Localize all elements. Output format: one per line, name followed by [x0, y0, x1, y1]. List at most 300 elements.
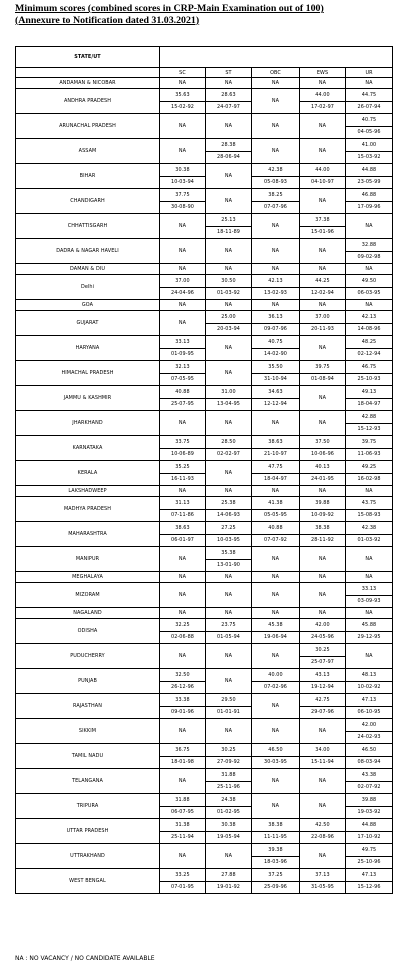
score-cell-ews: [300, 311, 346, 336]
score-cell-obc: NA: [252, 411, 300, 436]
score-cell-st: [206, 275, 252, 300]
score-cell-sc: NA: [160, 411, 206, 436]
score-cell-sc: [160, 275, 206, 300]
birth-date-value: 18-01-98: [160, 756, 205, 769]
table-row: [16, 214, 393, 239]
birth-date-value: 10-03-94: [160, 176, 205, 189]
table-row: [16, 819, 393, 844]
score-cell-sc: [160, 461, 206, 486]
state-name-cell: MADHYA PRADESH: [16, 497, 160, 522]
score-cell-obc: NA: [252, 694, 300, 719]
score-cell-ur: [346, 239, 393, 264]
state-name-cell: ANDHRA PRADESH: [16, 89, 160, 114]
table-row: [16, 522, 393, 547]
table-row: [16, 547, 393, 572]
score-cell-st: NA: [206, 486, 252, 497]
score-cell-st: NA: [206, 264, 252, 275]
birth-date-value: 18-04-97: [346, 398, 392, 411]
birth-date-value: 24-02-93: [346, 731, 392, 744]
birth-date-value: 19-03-92: [346, 806, 392, 819]
score-value: 30.25: [315, 646, 330, 653]
state-name-cell: HIMACHAL PRADESH: [16, 361, 160, 386]
score-value: 40.75: [268, 338, 283, 345]
table-row: [16, 572, 393, 583]
score-cell-st: NA: [206, 572, 252, 583]
table-row: [16, 336, 393, 361]
score-cell-st: NA: [206, 608, 252, 619]
birth-date-value: 16-02-98: [346, 473, 392, 486]
score-value: 40.88: [175, 388, 190, 395]
state-name-cell: MAHARASHTRA: [16, 522, 160, 547]
score-cell-st: [206, 139, 252, 164]
score-cell-ews: [300, 361, 346, 386]
score-cell-st: [206, 869, 252, 894]
score-cell-ews: [300, 436, 346, 461]
score-cell-obc: NA: [252, 794, 300, 819]
column-header-obc: OBC: [252, 68, 300, 78]
score-cell-sc: NA: [160, 114, 206, 139]
score-cell-sc: [160, 436, 206, 461]
score-cell-ur: [346, 769, 393, 794]
birth-date-value: 05-08-93: [252, 176, 299, 189]
birth-date-value: 13-01-90: [206, 559, 251, 572]
birth-date-value: 30-03-95: [252, 756, 299, 769]
score-cell-obc: NA: [252, 572, 300, 583]
birth-date-value: 24-01-95: [300, 473, 345, 486]
score-value: 31.88: [221, 771, 236, 778]
birth-date-value: 15-08-93: [346, 509, 392, 522]
score-value: 42.88: [361, 413, 377, 420]
score-value: 43.38: [361, 771, 377, 778]
score-cell-sc: [160, 619, 206, 644]
score-cell-ur: [346, 411, 393, 436]
score-value: 37.25: [268, 871, 283, 878]
score-cell-obc: NA: [252, 78, 300, 89]
score-value: 38.38: [315, 524, 330, 531]
state-subheader: [16, 68, 160, 78]
score-value: 39.75: [315, 363, 330, 370]
score-value: 42.50: [315, 821, 330, 828]
table-row: [16, 669, 393, 694]
score-cell-ews: NA: [300, 486, 346, 497]
score-value: 32.50: [175, 671, 190, 678]
score-cell-st: NA: [206, 461, 252, 486]
score-cell-sc: NA: [160, 300, 206, 311]
score-value: 30.38: [175, 166, 190, 173]
score-cell-obc: [252, 619, 300, 644]
score-cell-obc: [252, 164, 300, 189]
score-cell-ur: [346, 819, 393, 844]
score-cell-sc: NA: [160, 78, 206, 89]
table-row: [16, 719, 393, 744]
score-cell-sc: [160, 522, 206, 547]
score-value: 33.13: [361, 585, 377, 592]
score-value: 24.38: [221, 796, 236, 803]
score-value: 48.13: [361, 671, 377, 678]
score-cell-obc: [252, 744, 300, 769]
score-value: 45.38: [268, 621, 283, 628]
score-cell-st: NA: [206, 411, 252, 436]
score-cell-sc: NA: [160, 844, 206, 869]
score-cell-ur: NA: [346, 300, 393, 311]
score-value: 37.00: [315, 313, 330, 320]
state-name-cell: JAMMU & KASHMIR: [16, 386, 160, 411]
table-row: [16, 461, 393, 486]
table-row: [16, 744, 393, 769]
birth-date-value: 29-07-96: [300, 706, 345, 719]
score-cell-sc: [160, 869, 206, 894]
score-cell-sc: NA: [160, 608, 206, 619]
birth-date-value: 02-12-94: [346, 348, 392, 361]
score-value: 25.00: [221, 313, 236, 320]
birth-date-value: 18-04-97: [252, 473, 299, 486]
score-cell-ews: NA: [300, 608, 346, 619]
score-value: 34.00: [315, 746, 330, 753]
score-cell-obc: [252, 869, 300, 894]
score-cell-sc: [160, 386, 206, 411]
table-row: [16, 486, 393, 497]
score-cell-obc: [252, 436, 300, 461]
birth-date-value: 17-10-92: [346, 831, 392, 844]
score-value: 31.00: [221, 388, 236, 395]
score-cell-obc: NA: [252, 486, 300, 497]
score-value: 33.38: [175, 696, 190, 703]
birth-date-value: 11-06-93: [346, 448, 392, 461]
birth-date-value: 25-11-94: [160, 831, 205, 844]
score-value: 35.63: [175, 91, 190, 98]
score-cell-obc: [252, 275, 300, 300]
table-row: [16, 361, 393, 386]
score-value: 28.38: [221, 141, 236, 148]
score-cell-st: [206, 311, 252, 336]
score-cell-sc: NA: [160, 547, 206, 572]
score-value: 42.13: [361, 313, 377, 320]
state-name-cell: TELANGANA: [16, 769, 160, 794]
score-value: 46.50: [268, 746, 283, 753]
state-name-cell: UTTAR PRADESH: [16, 819, 160, 844]
birth-date-value: 08-03-94: [346, 756, 392, 769]
score-value: 38.25: [268, 191, 283, 198]
score-cell-ur: [346, 461, 393, 486]
birth-date-value: 29-12-95: [346, 631, 392, 644]
state-name-cell: UTTRAKHAND: [16, 844, 160, 869]
birth-date-value: 04-10-97: [300, 176, 345, 189]
score-value: 42.00: [315, 621, 330, 628]
table-row: [16, 239, 393, 264]
birth-date-value: 25-07-95: [160, 398, 205, 411]
score-cell-obc: NA: [252, 239, 300, 264]
score-value: 27.25: [221, 524, 236, 531]
score-cell-sc: [160, 669, 206, 694]
score-cell-sc: [160, 497, 206, 522]
score-value: 35.25: [175, 463, 190, 470]
table-row: [16, 436, 393, 461]
table-row: [16, 164, 393, 189]
score-value: 36.75: [175, 746, 190, 753]
header-spacer: [160, 47, 393, 68]
score-cell-ur: NA: [346, 214, 393, 239]
score-value: 40.88: [268, 524, 283, 531]
score-value: 38.38: [268, 821, 283, 828]
score-cell-obc: NA: [252, 644, 300, 669]
score-cell-ews: [300, 619, 346, 644]
score-value: 45.88: [361, 621, 377, 628]
score-value: 42.38: [268, 166, 283, 173]
score-cell-sc: NA: [160, 214, 206, 239]
state-name-cell: PUDUCHERRY: [16, 644, 160, 669]
birth-date-value: 19-06-94: [252, 631, 299, 644]
table-row: [16, 619, 393, 644]
score-cell-ews: NA: [300, 300, 346, 311]
score-cell-ews: [300, 89, 346, 114]
score-cell-obc: NA: [252, 264, 300, 275]
birth-date-value: 06-01-97: [160, 534, 205, 547]
score-value: 37.38: [315, 216, 330, 223]
birth-date-value: 20-03-94: [206, 323, 251, 336]
birth-date-value: 09-01-96: [160, 706, 205, 719]
table-row: [16, 869, 393, 894]
birth-date-value: 14-02-90: [252, 348, 299, 361]
state-name-cell: KERALA: [16, 461, 160, 486]
score-cell-st: [206, 819, 252, 844]
score-cell-st: [206, 744, 252, 769]
score-value: 40.13: [315, 463, 330, 470]
score-value: 44.00: [315, 91, 330, 98]
score-value: 40.75: [361, 116, 377, 123]
score-cell-st: NA: [206, 164, 252, 189]
score-cell-obc: [252, 844, 300, 869]
score-value: 40.00: [268, 671, 283, 678]
score-value: 44.75: [361, 91, 377, 98]
state-name-cell: CHHATTISGARH: [16, 214, 160, 239]
score-cell-obc: NA: [252, 300, 300, 311]
table-row: [16, 275, 393, 300]
score-value: 49.13: [361, 388, 377, 395]
score-cell-st: [206, 694, 252, 719]
score-cell-obc: NA: [252, 139, 300, 164]
score-cell-sc: NA: [160, 486, 206, 497]
score-cell-ews: [300, 644, 346, 669]
score-cell-ur: [346, 436, 393, 461]
score-cell-sc: NA: [160, 719, 206, 744]
score-cell-st: [206, 547, 252, 572]
state-name-cell: Delhi: [16, 275, 160, 300]
score-value: 35.38: [221, 549, 236, 556]
score-cell-st: [206, 436, 252, 461]
birth-date-value: 02-07-92: [346, 781, 392, 794]
score-cell-sc: NA: [160, 264, 206, 275]
score-cell-ews: [300, 522, 346, 547]
birth-date-value: 11-11-95: [252, 831, 299, 844]
score-cell-ur: NA: [346, 78, 393, 89]
score-cell-st: NA: [206, 669, 252, 694]
score-value: 49.50: [361, 277, 377, 284]
score-cell-sc: [160, 89, 206, 114]
birth-date-value: 23-05-99: [346, 176, 392, 189]
score-cell-ur: [346, 744, 393, 769]
birth-date-value: 26-07-94: [346, 101, 392, 114]
score-value: 25.38: [221, 499, 236, 506]
birth-date-value: 09-02-98: [346, 251, 392, 264]
score-cell-ur: [346, 139, 393, 164]
birth-date-value: 15-02-92: [160, 101, 205, 114]
score-cell-sc: NA: [160, 239, 206, 264]
score-value: 43.75: [361, 499, 377, 506]
birth-date-value: 07-02-96: [252, 681, 299, 694]
score-value: 31.38: [175, 821, 190, 828]
table-body: [16, 78, 393, 894]
score-cell-ur: NA: [346, 644, 393, 669]
birth-date-value: 17-02-97: [300, 101, 345, 114]
column-header-ur: UR: [346, 68, 393, 78]
score-cell-st: [206, 522, 252, 547]
score-cell-sc: NA: [160, 583, 206, 608]
score-cell-obc: NA: [252, 583, 300, 608]
score-cell-ur: [346, 361, 393, 386]
score-cell-st: NA: [206, 644, 252, 669]
score-cell-ur: [346, 869, 393, 894]
birth-date-value: 07-05-95: [160, 373, 205, 386]
score-cell-st: NA: [206, 78, 252, 89]
score-cell-ur: [346, 669, 393, 694]
birth-date-value: 25-07-97: [300, 656, 345, 669]
birth-date-value: 12-02-94: [300, 287, 345, 300]
score-cell-ews: NA: [300, 189, 346, 214]
score-cell-st: [206, 794, 252, 819]
birth-date-value: 15-11-94: [300, 756, 345, 769]
birth-date-value: 10-06-96: [300, 448, 345, 461]
score-cell-obc: [252, 461, 300, 486]
table-row: [16, 78, 393, 89]
score-cell-ur: [346, 794, 393, 819]
score-value: 30.25: [221, 746, 236, 753]
birth-date-value: 22-08-96: [300, 831, 345, 844]
score-value: 33.75: [175, 438, 190, 445]
state-name-cell: TRIPURA: [16, 794, 160, 819]
score-cell-sc: [160, 694, 206, 719]
score-cell-ews: [300, 275, 346, 300]
score-cell-st: [206, 89, 252, 114]
score-value: 32.25: [175, 621, 190, 628]
birth-date-value: 04-05-96: [346, 126, 392, 139]
score-value: 42.00: [361, 721, 377, 728]
birth-date-value: 01-03-92: [206, 287, 251, 300]
birth-date-value: 25-10-96: [346, 856, 392, 869]
score-value: 31.13: [175, 499, 190, 506]
state-name-cell: KARNATAKA: [16, 436, 160, 461]
birth-date-value: 31-05-95: [300, 881, 345, 894]
birth-date-value: 28-11-92: [300, 534, 345, 547]
birth-date-value: 01-09-95: [160, 348, 205, 361]
score-value: 28.63: [221, 91, 236, 98]
score-value: 28.50: [221, 438, 236, 445]
birth-date-value: 16-11-93: [160, 473, 205, 486]
score-value: 48.25: [361, 338, 377, 345]
score-cell-sc: [160, 361, 206, 386]
score-cell-obc: [252, 522, 300, 547]
birth-date-value: 25-10-93: [346, 373, 392, 386]
score-cell-ur: [346, 311, 393, 336]
score-value: 34.63: [268, 388, 283, 395]
score-value: 49.75: [361, 846, 377, 853]
score-cell-obc: NA: [252, 214, 300, 239]
score-value: 49.25: [361, 463, 377, 470]
score-cell-obc: NA: [252, 608, 300, 619]
score-value: 36.13: [268, 313, 283, 320]
score-cell-ews: NA: [300, 719, 346, 744]
score-cell-sc: [160, 819, 206, 844]
table-row: [16, 411, 393, 436]
score-value: 46.88: [361, 191, 377, 198]
score-cell-obc: [252, 819, 300, 844]
score-cell-ur: [346, 386, 393, 411]
score-cell-ews: NA: [300, 794, 346, 819]
table-row: [16, 608, 393, 619]
birth-date-value: 19-01-92: [206, 881, 251, 894]
score-cell-st: NA: [206, 300, 252, 311]
birth-date-value: 10-06-89: [160, 448, 205, 461]
score-cell-ews: NA: [300, 572, 346, 583]
table-row: [16, 114, 393, 139]
score-value: 29.50: [221, 696, 236, 703]
birth-date-value: 19-05-94: [206, 831, 251, 844]
birth-date-value: 01-02-95: [206, 806, 251, 819]
birth-date-value: 01-08-94: [300, 373, 345, 386]
birth-date-value: 14-06-93: [206, 509, 251, 522]
score-value: 46.75: [361, 363, 377, 370]
birth-date-value: 10-03-95: [206, 534, 251, 547]
table-row: [16, 189, 393, 214]
score-cell-st: NA: [206, 114, 252, 139]
score-cell-ews: NA: [300, 336, 346, 361]
column-header-sc: SC: [160, 68, 206, 78]
score-cell-ur: [346, 89, 393, 114]
score-value: 44.00: [315, 166, 330, 173]
score-cell-ews: NA: [300, 239, 346, 264]
birth-date-value: 21-10-97: [252, 448, 299, 461]
score-cell-ews: NA: [300, 114, 346, 139]
birth-date-value: 10-09-92: [300, 509, 345, 522]
birth-date-value: 31-10-94: [252, 373, 299, 386]
score-value: 37.75: [175, 191, 190, 198]
score-cell-ews: [300, 869, 346, 894]
score-cell-st: [206, 619, 252, 644]
score-value: 33.25: [175, 871, 190, 878]
table-row: [16, 794, 393, 819]
state-name-cell: LAKSHADWEEP: [16, 486, 160, 497]
birth-date-value: 18-03-96: [252, 856, 299, 869]
table-row: [16, 844, 393, 869]
birth-date-value: 02-06-88: [160, 631, 205, 644]
state-name-cell: ODISHA: [16, 619, 160, 644]
birth-date-value: 12-12-94: [252, 398, 299, 411]
birth-date-value: 28-06-94: [206, 151, 251, 164]
score-cell-st: NA: [206, 844, 252, 869]
score-cell-obc: [252, 311, 300, 336]
birth-date-value: 24-05-96: [300, 631, 345, 644]
score-cell-sc: NA: [160, 769, 206, 794]
birth-date-value: 07-01-95: [160, 881, 205, 894]
table-row: [16, 583, 393, 608]
score-cell-obc: [252, 497, 300, 522]
birth-date-value: 01-05-94: [206, 631, 251, 644]
birth-date-value: 13-04-95: [206, 398, 251, 411]
birth-date-value: 03-09-93: [346, 595, 392, 608]
state-name-cell: ANDAMAN & NICOBAR: [16, 78, 160, 89]
score-value: 39.38: [268, 846, 283, 853]
score-cell-obc: [252, 669, 300, 694]
score-value: 38.63: [268, 438, 283, 445]
